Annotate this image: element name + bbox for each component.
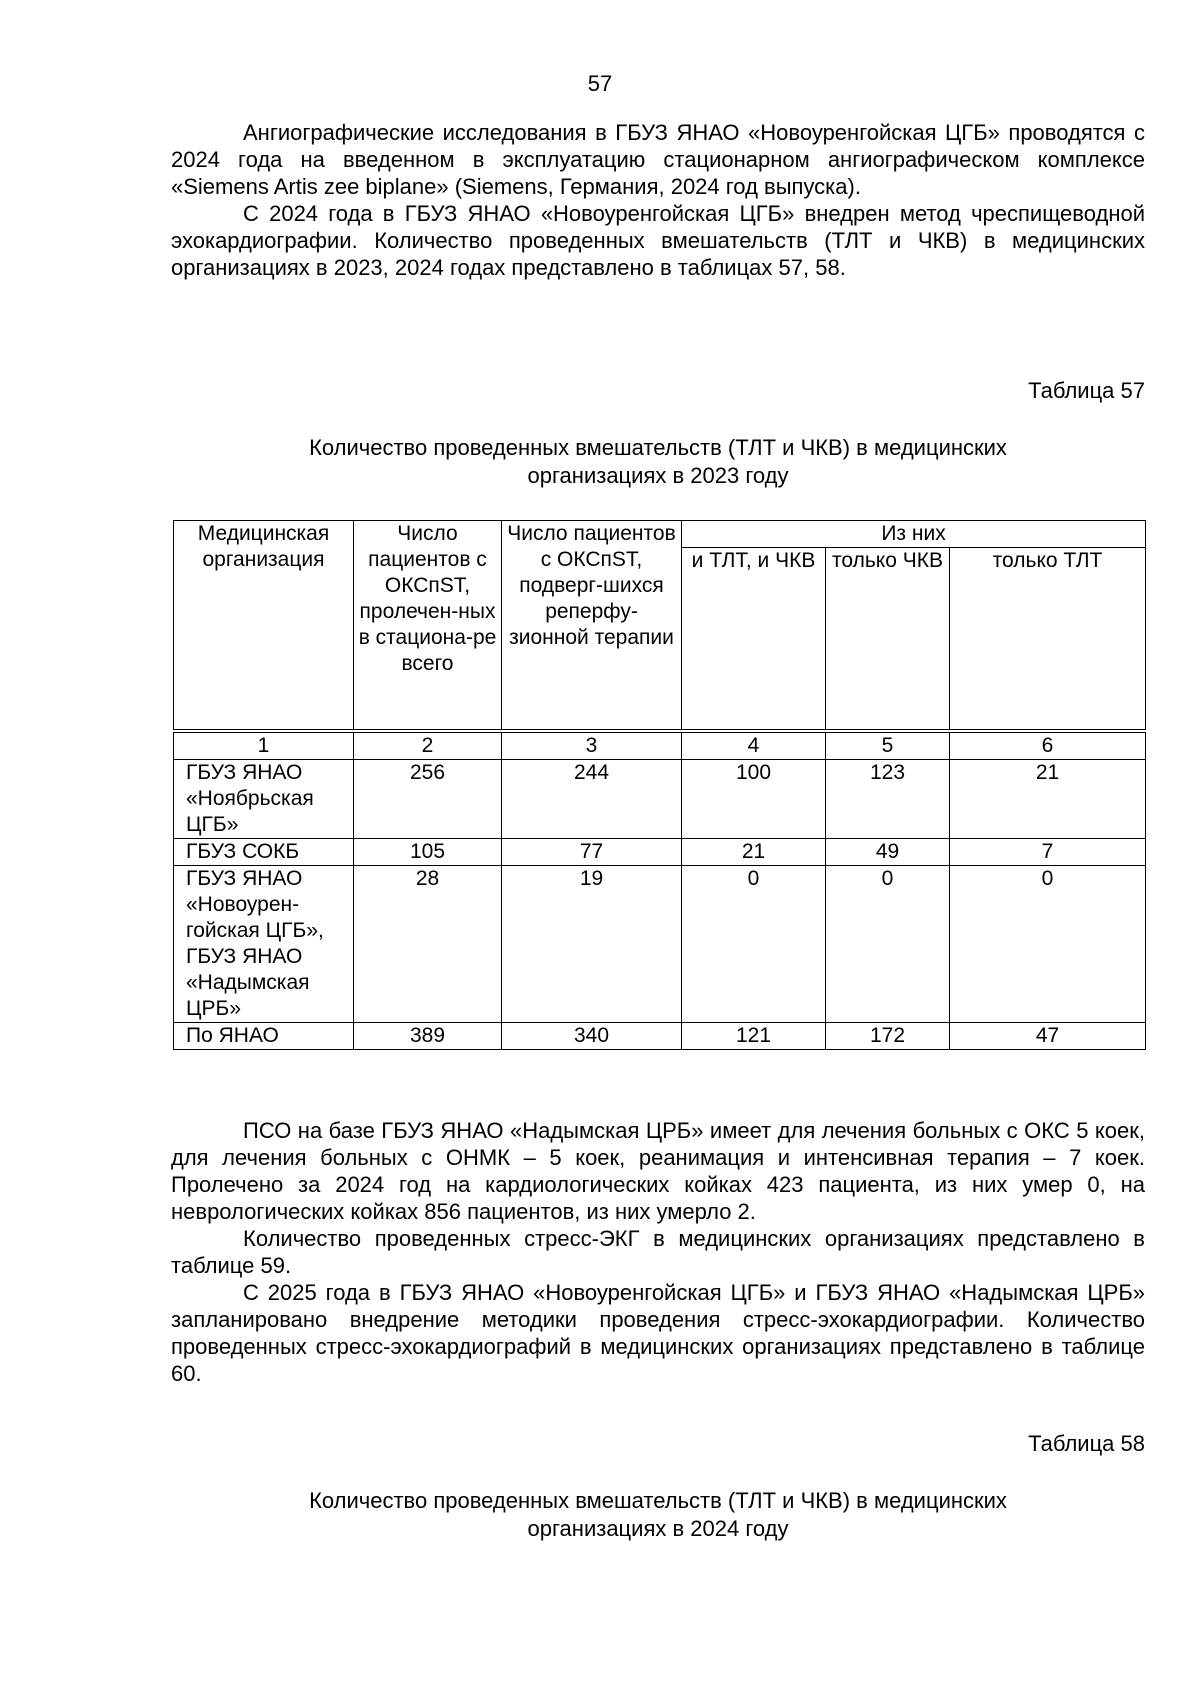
value-cell: 123	[826, 760, 950, 839]
paragraph-pso: ПСО на базе ГБУЗ ЯНАО «Надымская ЦРБ» имеет для лечения больных с ОКС 5 коек, для лечения больных с ОНМК – 5 коек, реанимация и интенсивная терапия – 7 коек. Пролечено за 2024 год на кардиологических койках 423 пациента, из них умер 0, на неврологических койках 856 пациентов, из них умерло 2.	[171, 1118, 1145, 1224]
caption-line: организациях в 2024 году	[527, 1516, 789, 1541]
value-cell: 244	[502, 760, 682, 839]
value-cell: 340	[502, 1023, 682, 1050]
value-cell: 7	[950, 839, 1146, 866]
caption-line: Количество проведенных вмешательств (ТЛТ и ЧКВ) в медицинских	[309, 1488, 1007, 1513]
table-58-label: Таблица 58	[1028, 1431, 1145, 1456]
value-cell: 47	[950, 1023, 1146, 1050]
column-number: 6	[950, 731, 1146, 760]
value-cell: 28	[354, 866, 502, 1023]
value-cell: 121	[682, 1023, 826, 1050]
table-row-total	[174, 1023, 1146, 1050]
value-cell: 105	[354, 839, 502, 866]
org-cell: ГБУЗ ЯНАО «Ноябрьская ЦГБ»	[174, 760, 354, 839]
body-text	[171, 1117, 1145, 1387]
table-57-label: Таблица 57	[1028, 378, 1145, 403]
value-cell: 49	[826, 839, 950, 866]
header-tlt-pci: и ТЛТ, и ЧКВ	[682, 548, 826, 731]
intro-text	[171, 119, 1145, 281]
value-cell: 21	[950, 760, 1146, 839]
caption-line: Количество проведенных вмешательств (ТЛТ и ЧКВ) в медицинских	[309, 435, 1007, 460]
table-row	[174, 839, 1146, 866]
value-cell: 0	[826, 866, 950, 1023]
column-number: 3	[502, 731, 682, 760]
value-cell: 19	[502, 866, 682, 1023]
column-number: 1	[174, 731, 354, 760]
column-number: 5	[826, 731, 950, 760]
org-cell: ГБУЗ ЯНАО «Новоурен-гойская ЦГБ», ГБУЗ ЯНАО «Надымская ЦРБ»	[174, 866, 354, 1023]
header-group: Из них	[682, 521, 1146, 548]
paragraph-angiography: Ангиографические исследования в ГБУЗ ЯНАО «Новоуренгойская ЦГБ» проводятся с 2024 года на введенном в эксплуатацию стационарном ангиографическом комплексе «Siemens Artis zee biplane» (Siemens, Германия, 2024 год выпуска).	[171, 120, 1145, 199]
header-tlt-only: только ТЛТ	[950, 548, 1146, 731]
org-cell: По ЯНАО	[174, 1023, 354, 1050]
value-cell: 21	[682, 839, 826, 866]
header-row	[174, 521, 1146, 548]
table-57	[173, 520, 1146, 1050]
value-cell: 0	[682, 866, 826, 1023]
header-org: Медицинская организация	[174, 521, 354, 732]
table-row	[174, 866, 1146, 1023]
table-row	[174, 760, 1146, 839]
paragraph-stress-echo: С 2025 года в ГБУЗ ЯНАО «Новоуренгойская ЦГБ» и ГБУЗ ЯНАО «Надымская ЦРБ» запланировано внедрение методики проведения стресс-эхокардиографии. Количество проведенных стресс-эхокардиографий в медицинских организациях представлено в таблице 60.	[171, 1280, 1145, 1386]
value-cell: 256	[354, 760, 502, 839]
value-cell: 100	[682, 760, 826, 839]
header-pci-only: только ЧКВ	[826, 548, 950, 731]
column-number: 4	[682, 731, 826, 760]
value-cell: 172	[826, 1023, 950, 1050]
value-cell: 77	[502, 839, 682, 866]
paragraph-stress-ecg: Количество проведенных стресс-ЭКГ в медицинских организациях представлено в таблице 59.	[171, 1226, 1145, 1278]
table-58-caption	[171, 1487, 1145, 1543]
value-cell: 389	[354, 1023, 502, 1050]
column-number-row	[174, 731, 1146, 760]
table-57-caption	[171, 434, 1145, 490]
page-number: 57	[587, 71, 613, 96]
caption-line: организациях в 2023 году	[527, 463, 789, 488]
paragraph-echo: С 2024 года в ГБУЗ ЯНАО «Новоуренгойская ЦГБ» внедрен метод чреспищеводной эхокардиографии. Количество проведенных вмешательств (ТЛТ и ЧКВ) в медицинских организациях в 2023, 2024 годах представлено в таблицах 57, 58.	[171, 201, 1145, 280]
header-total: Число пациентов с ОКСпST, пролечен-ных в стациона-ре всего	[354, 521, 502, 732]
value-cell: 0	[950, 866, 1146, 1023]
org-cell: ГБУЗ СОКБ	[174, 839, 354, 866]
header-reperfusion: Число пациентов с ОКСпST, подверг-шихся реперфу-зионной терапии	[502, 521, 682, 732]
column-number: 2	[354, 731, 502, 760]
